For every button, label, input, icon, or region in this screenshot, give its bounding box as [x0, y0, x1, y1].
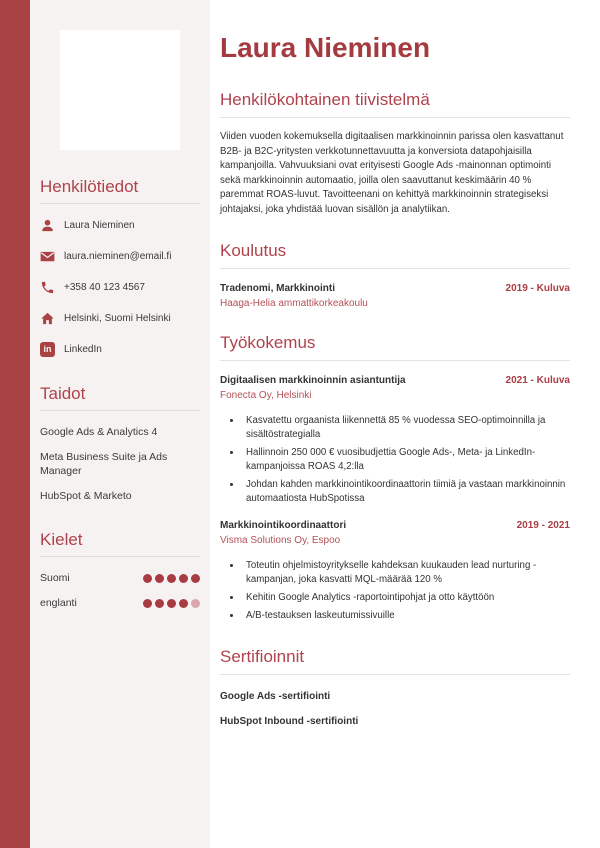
- skill-item: Google Ads & Analytics 4: [40, 426, 158, 438]
- language-level-dot: [179, 599, 188, 608]
- job-bullet: • A/B-testauksen laskeutumissivuille: [242, 609, 570, 623]
- language-level-dot: [191, 574, 200, 583]
- job-company: Fonecta Oy, Helsinki: [220, 390, 312, 402]
- certifications-section-title: Sertifioinnit: [220, 647, 305, 667]
- language-level-dot: [143, 574, 152, 583]
- section-divider: [220, 360, 570, 361]
- language-level-dot: [143, 599, 152, 608]
- job-bullet-list: [242, 414, 570, 506]
- home-icon: [40, 311, 55, 326]
- summary-text: Viiden vuoden kokemuksella digitaalisen markkinoinnin parissa olen kasvattanut B2B- ja B2C-yritysten verkkotunnettavuutta ja konversiota datapohjaisilla kampanjoilla. Vahvuuksiani ovat erityisesti Google Ads -mainonnan optimointi sekä markkinoinnin automaatio, joilla olen saavuttanut keskimäärin 40 % paremmat ROAS-luvut. Tavoitteenani on kehittyä markkinoinnin strategiseksi johtajaksi, joka yhdistää luovan sisällön ja analytiikan.: [220, 131, 564, 215]
- language-level-dot: [155, 599, 164, 608]
- language-row: [40, 597, 200, 609]
- language-row: [40, 572, 200, 584]
- section-divider: [220, 268, 570, 269]
- profile-photo-placeholder: [60, 30, 180, 150]
- contact-row-email: [40, 248, 200, 264]
- job-bullet-list: [242, 559, 570, 623]
- language-level-dots: [143, 574, 200, 583]
- person-name: Laura Nieminen: [220, 32, 431, 63]
- language-level-dot: [191, 599, 200, 608]
- contact-location-value: Helsinki, Suomi Helsinki: [64, 312, 171, 324]
- job-bullet: • Kehitin Google Analytics -raportointipohjat ja otto käyttöön: [242, 591, 570, 605]
- languages-list: [40, 572, 200, 609]
- job-bullet: • Johdan kahden markkinointikoordinaattorin tiimiä ja vastaan markkinoinnin automaatiosta HubSpotissa: [242, 478, 570, 506]
- section-divider: [220, 674, 570, 675]
- job-role: Digitaalisen markkinoinnin asiantuntija: [220, 375, 406, 387]
- education-section-title: Koulutus: [220, 241, 287, 261]
- skill-item: Meta Business Suite ja Ads Manager: [40, 451, 168, 477]
- skills-list: [40, 425, 200, 503]
- section-divider: [40, 203, 200, 204]
- job-bullet: • Kasvatettu orgaanista liikennettä 85 % vuodessa SEO-optimoinnilla ja sisältöstrategialla: [242, 414, 570, 442]
- section-divider: [220, 117, 570, 118]
- job-bullet: • Toteutin ohjelmistoyritykselle kahdeksan kuukauden lead nurturing -kampanjan, joka kasvatti MQL-määrää 120 %: [242, 559, 570, 587]
- education-school: Haaga-Helia ammattikorkeakoulu: [220, 298, 368, 310]
- experience-entry: [220, 375, 570, 506]
- language-name: Suomi: [40, 572, 70, 584]
- contact-row-linkedin: [40, 341, 200, 357]
- languages-section-title: Kielet: [40, 530, 83, 549]
- contact-name-value: Laura Nieminen: [64, 219, 135, 231]
- education-degree: Tradenomi, Markkinointi: [220, 283, 336, 295]
- job-company: Visma Solutions Oy, Espoo: [220, 535, 341, 547]
- summary-section-title: Henkilökohtainen tiivistelmä: [220, 90, 430, 110]
- cv-main-column: [210, 0, 600, 848]
- language-name: englanti: [40, 597, 77, 609]
- contact-list: [40, 217, 200, 357]
- certification-item: HubSpot Inbound -sertifiointi: [220, 716, 359, 728]
- job-bullet: • Hallinnoin 250 000 € vuosibudjettia Google Ads-, Meta- ja LinkedIn-kampanjoissa ROAS 4,2:lla: [242, 446, 570, 474]
- language-level-dot: [167, 599, 176, 608]
- certifications-list: [220, 691, 570, 727]
- language-level-dot: [167, 574, 176, 583]
- job-role: Markkinointikoordinaattori: [220, 520, 347, 532]
- contact-row-name: [40, 217, 200, 233]
- contact-linkedin-value: LinkedIn: [64, 343, 102, 355]
- experience-section-title: Työkokemus: [220, 333, 316, 353]
- left-accent-bar: [0, 0, 30, 848]
- education-entry: [220, 283, 570, 309]
- mail-icon: [40, 249, 55, 264]
- section-divider: [40, 410, 200, 411]
- user-icon: [40, 218, 55, 233]
- skill-item: HubSpot & Marketo: [40, 490, 132, 502]
- contact-row-location: [40, 310, 200, 326]
- job-dates: 2019 - 2021: [516, 520, 570, 532]
- job-dates: 2021 - Kuluva: [505, 375, 570, 387]
- section-divider: [40, 556, 200, 557]
- contact-phone-value: +358 40 123 4567: [64, 281, 145, 293]
- phone-icon: [40, 280, 55, 295]
- contact-email-value: laura.nieminen@email.fi: [64, 250, 172, 262]
- cv-sidebar: [30, 0, 210, 848]
- certification-item: Google Ads -sertifiointi: [220, 691, 331, 703]
- contact-section-title: Henkilötiedot: [40, 177, 139, 196]
- experience-entry: [220, 520, 570, 623]
- language-level-dots: [143, 599, 200, 608]
- skills-section-title: Taidot: [40, 384, 86, 403]
- language-level-dot: [155, 574, 164, 583]
- linkedin-icon: in: [40, 342, 55, 357]
- language-level-dot: [179, 574, 188, 583]
- contact-row-phone: [40, 279, 200, 295]
- education-dates: 2019 - Kuluva: [505, 283, 570, 295]
